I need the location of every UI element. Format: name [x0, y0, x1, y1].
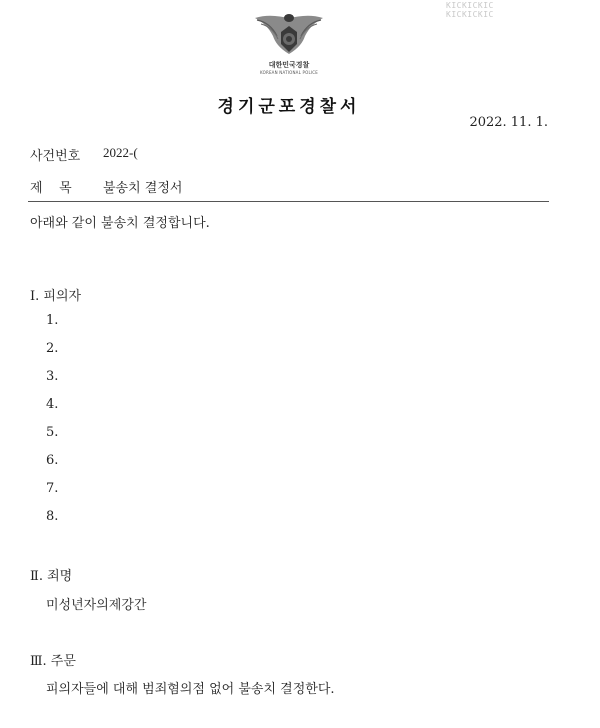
- watermark-line-2: KICKICKIC: [446, 10, 494, 19]
- police-emblem-icon: [249, 12, 329, 58]
- case-number-label: 사건번호: [30, 149, 81, 164]
- suspect-item: 8.: [46, 509, 59, 524]
- section-charge-heading: Ⅱ. 죄명: [30, 569, 73, 584]
- watermark: [444, 0, 514, 21]
- logo-name-english: KOREAN NATIONAL POLICE: [260, 70, 318, 75]
- suspect-item: 1.: [46, 313, 59, 328]
- suspect-item: 5.: [46, 425, 59, 440]
- section-order-heading: Ⅲ. 주문: [30, 654, 76, 669]
- intro-text: 아래와 같이 불송치 결정합니다.: [30, 216, 210, 231]
- document-date: 2022. 11. 1.: [469, 115, 548, 130]
- order-text: 피의자들에 대해 범죄혐의점 없어 불송치 결정한다.: [46, 682, 335, 697]
- subject-value: 불송치 결정서: [103, 181, 183, 196]
- suspect-item: 6.: [46, 453, 59, 468]
- suspect-item: 7.: [46, 481, 59, 496]
- suspect-item: 3.: [46, 369, 59, 384]
- office-title: 경기군포경찰서: [217, 97, 361, 117]
- suspect-item: 4.: [46, 397, 59, 412]
- case-number-value: 2022-(: [103, 145, 138, 160]
- logo-name-korean: 대한민국경찰: [268, 61, 310, 69]
- section-suspects-heading: Ⅰ. 피의자: [30, 289, 82, 304]
- suspect-item: 2.: [46, 341, 59, 356]
- charge-text: 미성년자의제강간: [46, 598, 147, 613]
- watermark-line-1: KICKICKIC: [446, 1, 494, 10]
- subject-label: 제 목: [30, 181, 72, 196]
- divider-line: [28, 201, 549, 202]
